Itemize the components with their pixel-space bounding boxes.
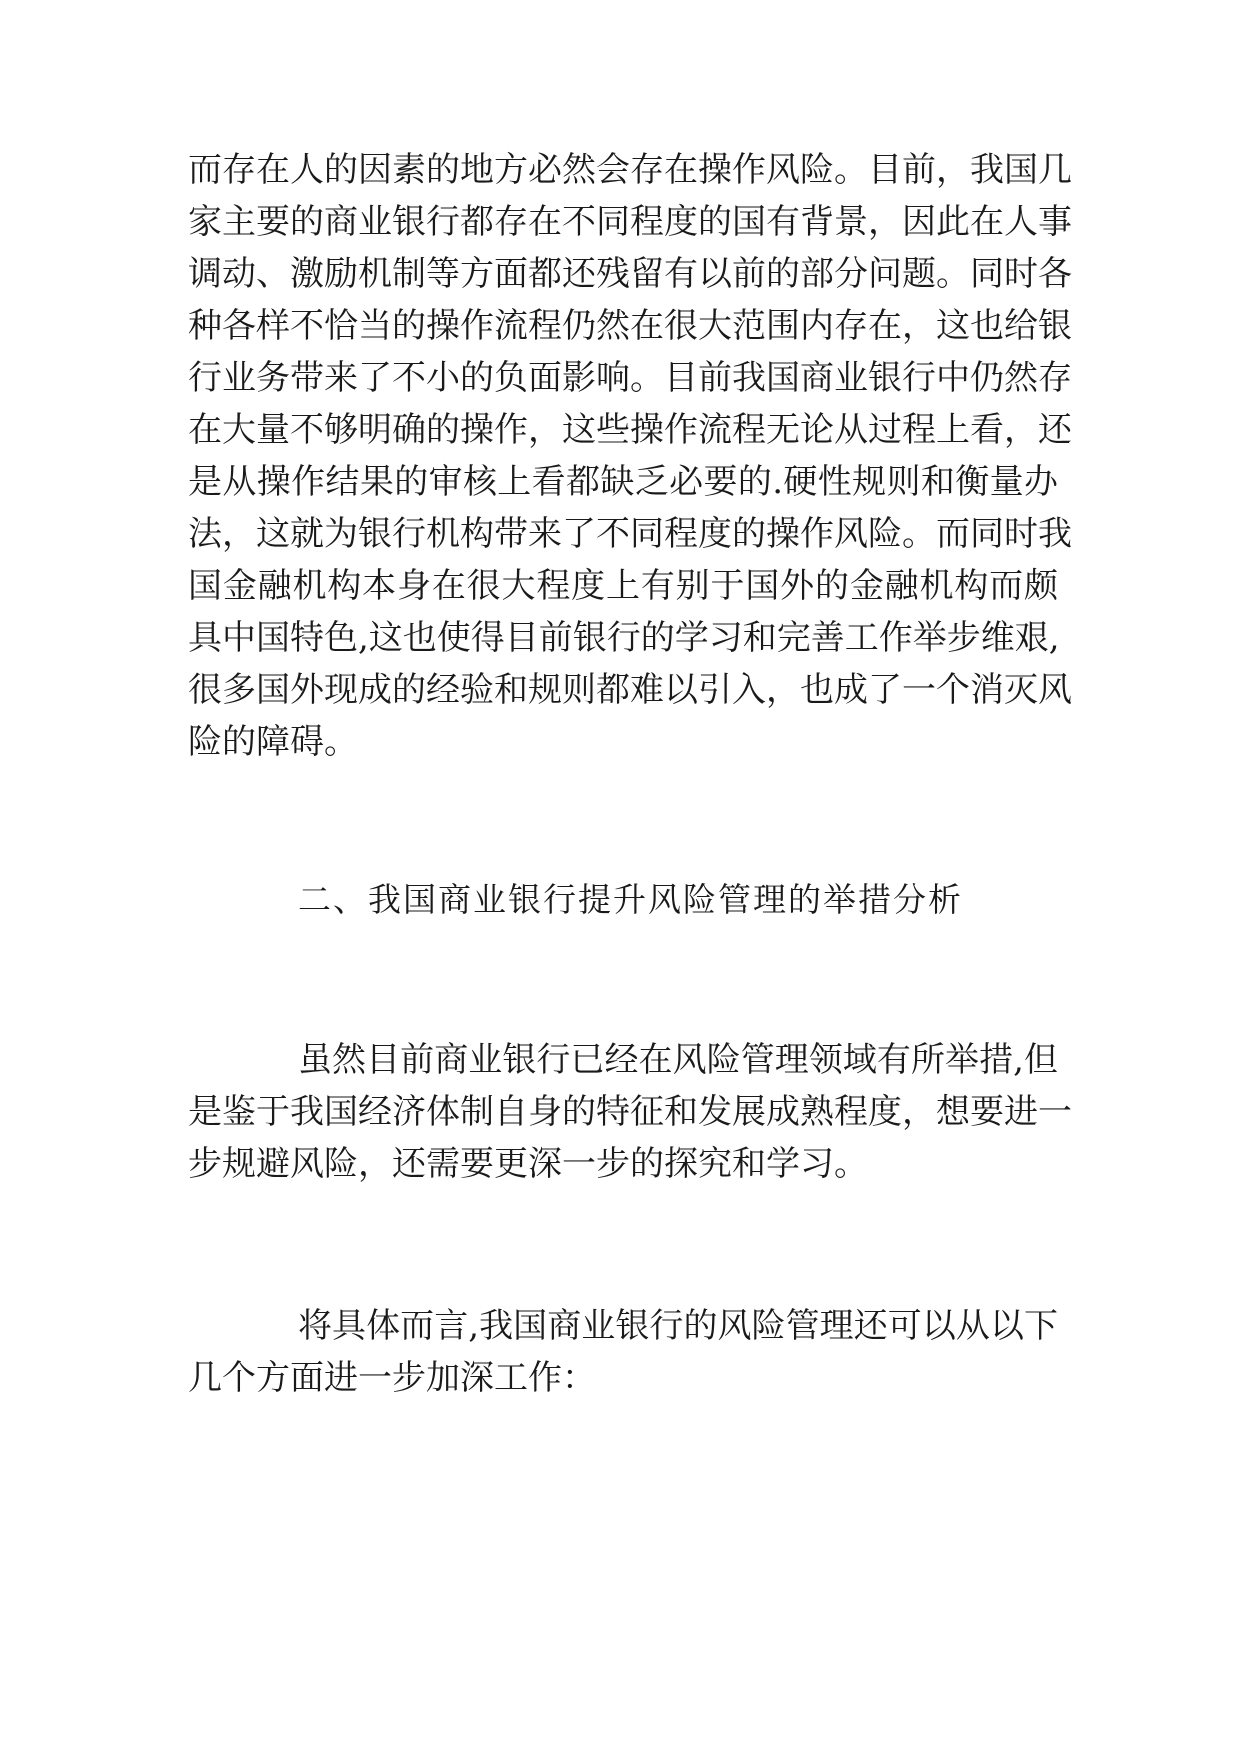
paragraph-line: 虽然目前商业银行已经在风险管理领域有所举措,但: [298, 1040, 1058, 1080]
paragraph-line: 而存在人的因素的地方必然会存在操作风险。目前，我国几: [188, 150, 1072, 190]
paragraph-line: 将具体而言,我国商业银行的风险管理还可以从以下: [298, 1306, 1058, 1346]
paragraph-line: 调动、激励机制等方面都还残留有以前的部分问题。同时各: [188, 254, 1072, 294]
paragraph-line: 法，这就为银行机构带来了不同程度的操作风险。而同时我: [188, 514, 1072, 554]
paragraph-line: 是从操作结果的审核上看都缺乏必要的.硬性规则和衡量办: [188, 462, 1058, 502]
paragraph-line: 家主要的商业银行都存在不同程度的国有背景，因此在人事: [188, 202, 1072, 242]
paragraph-line: 险的障碍。: [188, 722, 358, 762]
paragraph-line: 步规避风险，还需要更深一步的探究和学习。: [188, 1144, 868, 1184]
paragraph-line: 很多国外现成的经验和规则都难以引入，也成了一个消灭风: [188, 670, 1072, 710]
paragraph-line: 几个方面进一步加深工作：: [188, 1358, 596, 1398]
paragraph-line: 具中国特色,这也使得目前银行的学习和完善工作举步维艰,: [188, 618, 1060, 658]
section-heading: 二、我国商业银行提升风险管理的举措分析: [298, 880, 963, 919]
paragraph-line: 种各样不恰当的操作流程仍然在很大范围内存在，这也给银: [188, 306, 1072, 346]
paragraph-line: 是鉴于我国经济体制自身的特征和发展成熟程度，想要进一: [188, 1092, 1072, 1132]
paragraph-line: 国金融机构本身在很大程度上有别于国外的金融机构而颇: [188, 566, 1058, 606]
paragraph-line: 在大量不够明确的操作，这些操作流程无论从过程上看，还: [188, 410, 1072, 450]
paragraph-line: 行业务带来了不小的负面影响。目前我国商业银行中仍然存: [188, 358, 1072, 398]
